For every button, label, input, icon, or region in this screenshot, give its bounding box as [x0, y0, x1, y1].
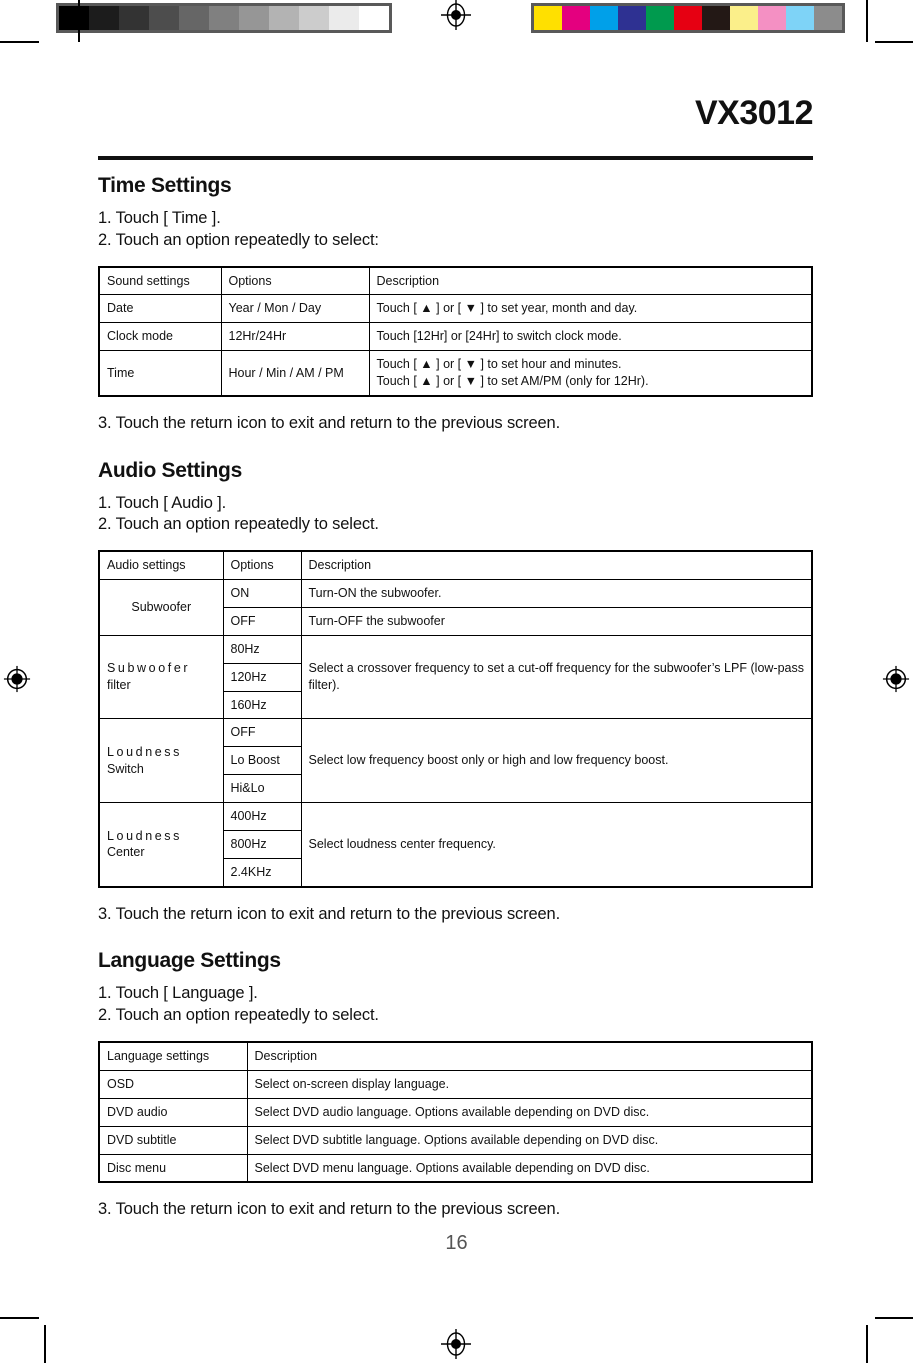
- table-row: [99, 1070, 812, 1098]
- cell-option: 160Hz: [223, 691, 301, 719]
- column-header-setting: Language settings: [99, 1042, 247, 1070]
- color-patch-9: [786, 6, 814, 30]
- column-header-description: Description: [301, 551, 812, 579]
- table-header-row: [99, 267, 812, 295]
- table-row: [99, 295, 812, 323]
- column-header-options: Options: [221, 267, 369, 295]
- table-row: [99, 1126, 812, 1154]
- cell-description: [369, 295, 812, 323]
- grayscale-patch-10: [359, 6, 389, 30]
- grayscale-patch-9: [329, 6, 359, 30]
- color-patch-1: [562, 6, 590, 30]
- section-heading-time-settings: Time Settings: [98, 174, 232, 197]
- cell-option: OFF: [223, 719, 301, 747]
- crop-mark-bottom-right-horizontal: [875, 1317, 913, 1319]
- cell-options: Hour / Min / AM / PM: [221, 351, 369, 396]
- cell-option: 800Hz: [223, 830, 301, 858]
- cell-setting-loudness-center: [99, 803, 223, 887]
- color-patch-10: [814, 6, 842, 30]
- crop-mark-bottom-left-horizontal: [0, 1317, 39, 1319]
- table-language-settings: [98, 1041, 813, 1183]
- cell-description: Turn-ON the subwoofer.: [301, 580, 812, 608]
- setting-label-line1: Subwoofer: [107, 661, 191, 676]
- color-patch-4: [646, 6, 674, 30]
- column-header-options: Options: [223, 551, 301, 579]
- cell-option: 2.4KHz: [223, 858, 301, 886]
- steps-time-settings: [98, 208, 813, 252]
- step-item: 1. Touch [ Audio ].: [98, 493, 227, 512]
- header-rule: [98, 156, 813, 160]
- description-line: Touch [12Hr] or [24Hr] to switch clock mode.: [376, 329, 622, 344]
- color-patch-3: [618, 6, 646, 30]
- grayscale-patch-3: [149, 6, 179, 30]
- step-item: 1. Touch [ Language ].: [98, 984, 258, 1003]
- cell-description: Turn-OFF the subwoofer: [301, 607, 812, 635]
- grayscale-patch-8: [299, 6, 329, 30]
- step-item: 2. Touch an option repeatedly to select:: [98, 230, 379, 249]
- registration-mark-bottom-center: [441, 1329, 471, 1359]
- column-header-setting: Audio settings: [99, 551, 223, 579]
- cell-description: Select on-screen display language.: [247, 1070, 812, 1098]
- step-item: 2. Touch an option repeatedly to select.: [98, 1006, 379, 1025]
- cell-setting: Clock mode: [99, 323, 221, 351]
- column-header-setting: Sound settings: [99, 267, 221, 295]
- registration-mark-right-middle: [882, 665, 912, 695]
- closing-step-time-settings: 3. Touch the return icon to exit and return to the previous screen.: [98, 413, 561, 432]
- cell-description: Select DVD audio language. Options available depending on DVD disc.: [247, 1098, 812, 1126]
- color-patch-8: [758, 6, 786, 30]
- table-row: [99, 323, 812, 351]
- grayscale-patch-6: [239, 6, 269, 30]
- table-header-row: [99, 551, 812, 579]
- cell-option: Lo Boost: [223, 747, 301, 775]
- table-audio-settings: [98, 550, 813, 888]
- cell-description: Select loudness center frequency.: [301, 803, 812, 887]
- page-number: 16: [445, 1232, 468, 1254]
- closing-step-language-settings: 3. Touch the return icon to exit and return to the previous screen.: [98, 1200, 561, 1219]
- table-header-row: [99, 1042, 812, 1070]
- cell-option: 400Hz: [223, 803, 301, 831]
- setting-label-line1: Loudness: [107, 744, 183, 759]
- table-row: [99, 803, 812, 831]
- setting-label-line1: Loudness: [107, 828, 183, 843]
- cell-setting: OSD: [99, 1070, 247, 1098]
- cell-options: 12Hr/24Hr: [221, 323, 369, 351]
- registration-mark-left-middle: [3, 665, 33, 695]
- cell-description: Select low frequency boost only or high and low frequency boost.: [301, 719, 812, 803]
- column-header-description: Description: [369, 267, 812, 295]
- cell-setting: Time: [99, 351, 221, 396]
- setting-label-line2: Switch: [107, 761, 144, 776]
- table-row: [99, 635, 812, 663]
- step-item: 2. Touch an option repeatedly to select.: [98, 515, 379, 534]
- column-header-description: Description: [247, 1042, 812, 1070]
- description-line: Touch [ ▲ ] or [ ▼ ] to set AM/PM (only for 12Hr).: [376, 374, 649, 389]
- cell-setting-subwoofer-filter: [99, 635, 223, 719]
- cell-setting-loudness-switch: [99, 719, 223, 803]
- step-item: 1. Touch [ Time ].: [98, 209, 221, 227]
- table-row: [99, 1098, 812, 1126]
- table-wrapper-language-settings: [98, 1041, 813, 1183]
- cell-option: ON: [223, 580, 301, 608]
- cell-option: Hi&Lo: [223, 775, 301, 803]
- steps-audio-settings: [98, 493, 813, 537]
- table-wrapper-time-settings: [98, 266, 813, 397]
- cell-description: [369, 323, 812, 351]
- cell-description: Select DVD subtitle language. Options available depending on DVD disc.: [247, 1126, 812, 1154]
- color-patch-5: [674, 6, 702, 30]
- cell-description: Select a crossover frequency to set a cut-off frequency for the subwoofer’s LPF (low-pass filter).: [301, 635, 812, 719]
- grayscale-patch-4: [179, 6, 209, 30]
- cell-option: 120Hz: [223, 663, 301, 691]
- table-time-settings: [98, 266, 813, 397]
- grayscale-patch-0: [59, 6, 89, 30]
- grayscale-patch-7: [269, 6, 299, 30]
- cell-option: 80Hz: [223, 635, 301, 663]
- cell-setting-subwoofer: Subwoofer: [99, 580, 223, 636]
- table-row: [99, 1154, 812, 1182]
- color-patch-6: [702, 6, 730, 30]
- color-patch-2: [590, 6, 618, 30]
- table-row: [99, 719, 812, 747]
- cell-description: [369, 351, 812, 396]
- grayscale-patch-5: [209, 6, 239, 30]
- cell-option: OFF: [223, 607, 301, 635]
- registration-mark-top-center: [441, 0, 471, 30]
- color-calibration-strip: [531, 3, 845, 33]
- crop-mark-top-left-horizontal: [0, 41, 39, 43]
- section-heading-language-settings: Language Settings: [98, 949, 281, 973]
- color-patch-7: [730, 6, 758, 30]
- cell-setting: DVD audio: [99, 1098, 247, 1126]
- cell-setting: Date: [99, 295, 221, 323]
- crop-mark-top-right-vertical: [866, 0, 868, 42]
- grayscale-patch-2: [119, 6, 149, 30]
- closing-step-audio-settings: 3. Touch the return icon to exit and return to the previous screen.: [98, 904, 561, 923]
- cell-setting: DVD subtitle: [99, 1126, 247, 1154]
- setting-label-line2: Center: [107, 845, 145, 860]
- color-patch-0: [534, 6, 562, 30]
- setting-label-line2: filter: [107, 678, 131, 693]
- crop-mark-bottom-left-vertical: [44, 1325, 46, 1363]
- table-row: [99, 351, 812, 396]
- table-wrapper-audio-settings: [98, 550, 813, 888]
- cell-options: Year / Mon / Day: [221, 295, 369, 323]
- grayscale-patch-1: [89, 6, 119, 30]
- section-heading-audio-settings: Audio Settings: [98, 458, 242, 482]
- cell-description: Select DVD menu language. Options available depending on DVD disc.: [247, 1154, 812, 1182]
- cell-setting: Disc menu: [99, 1154, 247, 1182]
- crop-mark-top-right-horizontal: [875, 41, 913, 43]
- steps-language-settings: [98, 983, 813, 1027]
- model-title: VX3012: [695, 94, 813, 132]
- crop-mark-bottom-right-vertical: [866, 1325, 868, 1363]
- description-line: Touch [ ▲ ] or [ ▼ ] to set hour and minutes.: [376, 357, 622, 372]
- description-line: Touch [ ▲ ] or [ ▼ ] to set year, month and day.: [376, 301, 638, 316]
- page-content: [98, 96, 813, 1221]
- grayscale-calibration-strip: [56, 3, 392, 33]
- table-row: [99, 580, 812, 608]
- crop-mark-top-left-vertical: [78, 0, 80, 42]
